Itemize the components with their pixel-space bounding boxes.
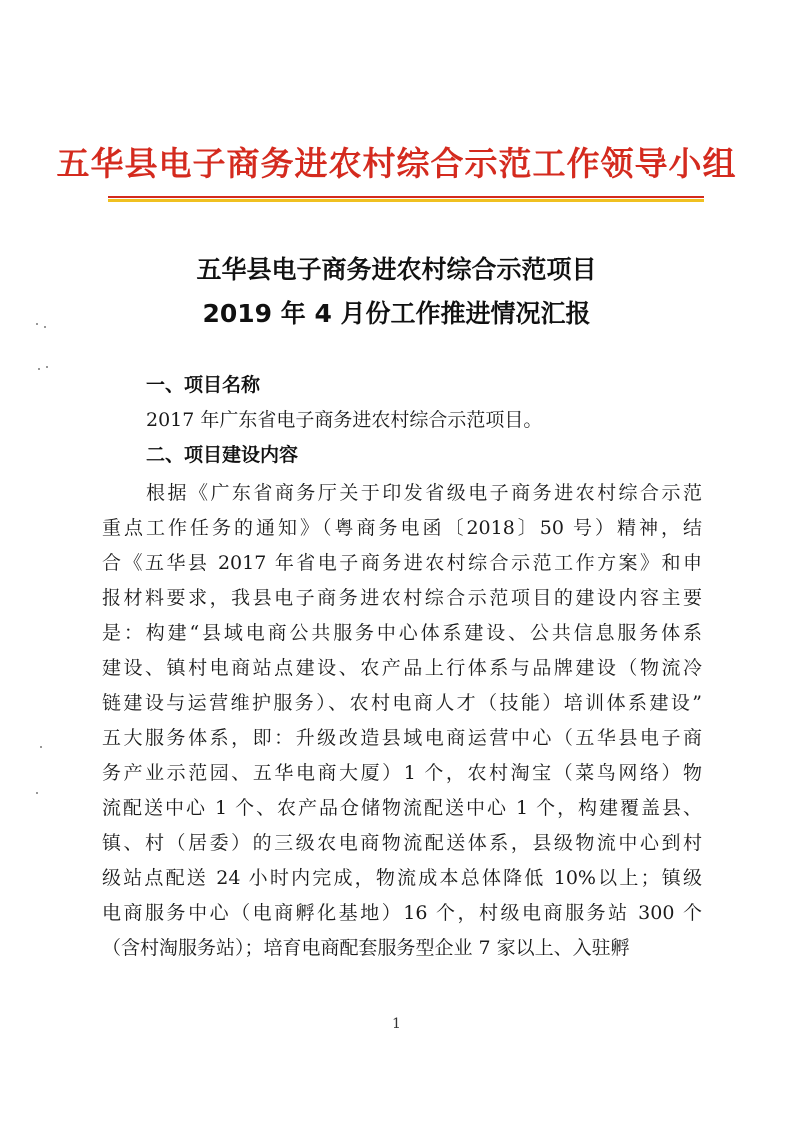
project-name-text: 2017 年广东省电子商务进农村综合示范项目。 <box>146 409 543 431</box>
header-divider <box>108 196 704 202</box>
scan-speck <box>40 746 42 748</box>
scan-speck <box>38 368 40 370</box>
paragraph-line: 合《五华县 2017 年省电子商务进农村综合示范工作方案》和申 <box>102 552 702 574</box>
paragraph-line: 建设、镇村电商站点建设、农产品上行体系与品牌建设（物流冷 <box>102 657 702 679</box>
paragraph-line: 流配送中心 1 个、农产品仓储物流配送中心 1 个，构建覆盖县、 <box>102 797 702 819</box>
scan-speck <box>46 366 48 368</box>
paragraph-line: （含村淘服务站）；培育电商配套服务型企业 7 家以上、入驻孵 <box>102 937 630 959</box>
paragraph-line: 镇、村（居委）的三级农电商物流配送体系，县级物流中心到村 <box>102 832 702 854</box>
scan-speck <box>44 326 46 328</box>
scan-speck <box>36 323 38 325</box>
paragraph-line: 务产业示范园、五华电商大厦）1 个，农村淘宝（菜鸟网络）物 <box>102 762 702 784</box>
org-header-title: 五华县电子商务进农村综合示范工作领导小组 <box>56 144 737 183</box>
paragraph-line: 是：构建“县域电商公共服务中心体系建设、公共信息服务体系 <box>102 622 702 644</box>
section-heading-construction-content: 二、项目建设内容 <box>146 444 299 466</box>
document-title-line1: 五华县电子商务进农村综合示范项目 <box>196 255 597 284</box>
document-title-line2: 2019 年 4 月份工作推进情况汇报 <box>202 299 591 328</box>
section-heading-project-name: 一、项目名称 <box>146 374 261 396</box>
paragraph-line: 报材料要求，我县电子商务进农村综合示范项目的建设内容主要 <box>102 587 702 609</box>
paragraph-line: 链建设与运营维护服务）、农村电商人才（技能）培训体系建设” <box>102 692 702 714</box>
paragraph-line: 电商服务中心（电商孵化基地）16 个，村级电商服务站 300 个 <box>102 902 702 924</box>
paragraph-line: 级站点配送 24 小时内完成，物流成本总体降低 10%以上；镇级 <box>102 867 702 889</box>
paragraph-line: 根据《广东省商务厅关于印发省级电子商务进农村综合示范 <box>146 482 702 504</box>
paragraph-line: 五大服务体系，即：升级改造县域电商运营中心（五华县电子商 <box>102 727 702 749</box>
scan-speck <box>36 792 38 794</box>
paragraph-line: 重点工作任务的通知》（粤商务电函〔2018〕50 号）精神，结 <box>102 517 702 539</box>
page-number: 1 <box>392 1016 401 1032</box>
